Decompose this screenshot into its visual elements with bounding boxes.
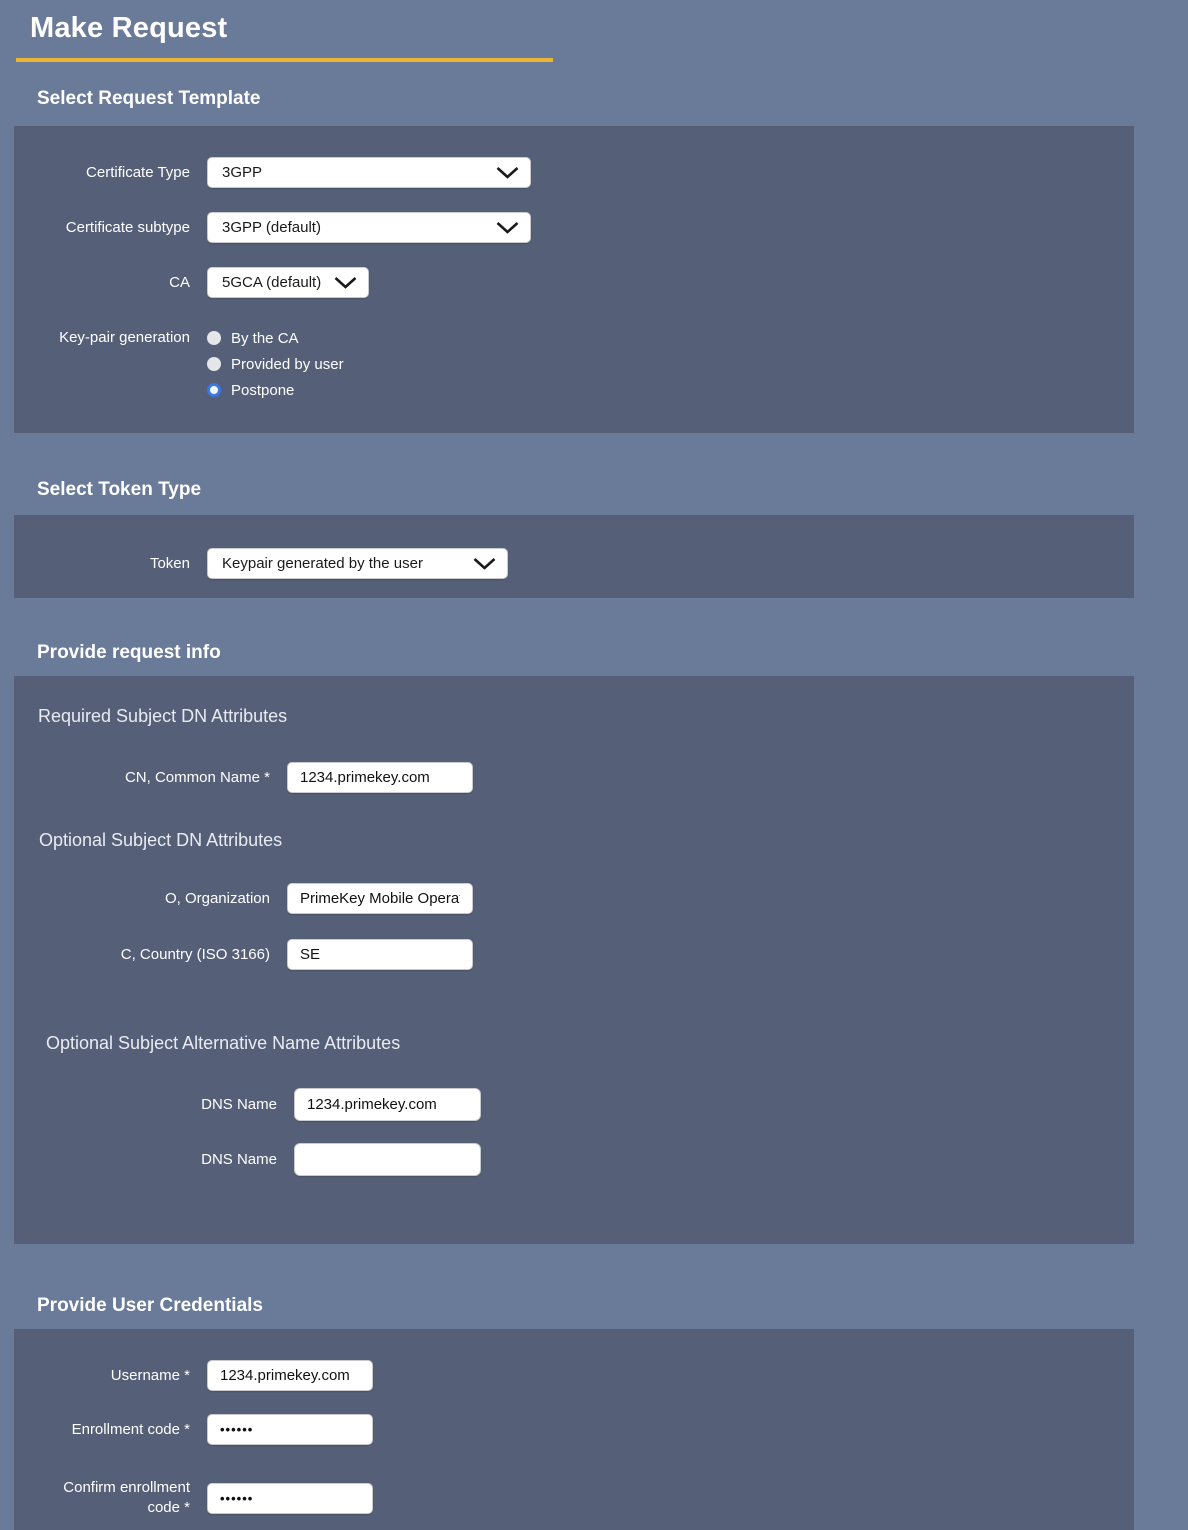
username-input[interactable] xyxy=(207,1360,373,1391)
confirm-enrollment-code-row xyxy=(14,1478,1134,1518)
section-heading-provide-user-credentials: Provide User Credentials xyxy=(37,1295,263,1316)
keypair-generation-label: Key-pair generation xyxy=(59,329,190,346)
token-value: Keypair generated by the user xyxy=(222,555,423,572)
keypair-generation-radio-group xyxy=(207,325,344,403)
certificate-type-select[interactable] xyxy=(207,157,531,188)
token-row xyxy=(14,548,1134,579)
confirm-enrollment-code-input[interactable] xyxy=(207,1483,373,1514)
radio-option-provided-by-user[interactable]: Provided by user xyxy=(207,351,344,377)
radio-icon xyxy=(207,383,221,397)
subheading-required-subject-dn: Required Subject DN Attributes xyxy=(38,706,288,726)
panel-request-template xyxy=(14,126,1134,433)
ca-value: 5GCA (default) xyxy=(222,274,322,291)
panel-request-info xyxy=(14,676,1134,1244)
common-name-label: CN, Common Name * xyxy=(124,768,270,786)
token-label: Token xyxy=(149,554,190,572)
panel-user-credentials xyxy=(14,1329,1134,1530)
certificate-type-label: Certificate Type xyxy=(86,163,190,181)
certificate-type-row xyxy=(14,157,1134,188)
section-heading-select-token-type: Select Token Type xyxy=(37,479,202,500)
username-label: Username * xyxy=(110,1366,190,1384)
dns-name-row xyxy=(14,1088,1134,1121)
chevron-down-icon xyxy=(496,167,519,179)
dns-name-row xyxy=(14,1143,1134,1176)
page-title: Make Request xyxy=(30,12,228,44)
chevron-down-icon xyxy=(496,222,519,234)
organization-label: O, Organization xyxy=(164,889,270,907)
token-select[interactable] xyxy=(207,548,508,579)
subheading-optional-subject-dn: Optional Subject DN Attributes xyxy=(39,830,283,850)
radio-option-by-the-ca[interactable]: By the CA xyxy=(207,325,344,351)
certificate-subtype-row xyxy=(14,212,1134,243)
radio-option-postpone[interactable]: Postpone xyxy=(207,377,344,403)
certificate-type-value: 3GPP xyxy=(222,164,263,181)
dns-name-label: DNS Name xyxy=(201,1095,277,1113)
dns-name-input-2[interactable] xyxy=(294,1143,481,1176)
common-name-input[interactable] xyxy=(287,762,473,793)
radio-icon xyxy=(207,357,221,371)
country-row xyxy=(14,939,1134,970)
country-input[interactable] xyxy=(287,939,473,970)
username-row xyxy=(14,1360,1134,1391)
subheading-optional-san: Optional Subject Alternative Name Attributes xyxy=(46,1033,401,1053)
radio-icon xyxy=(207,331,221,345)
chevron-down-icon xyxy=(334,277,357,289)
organization-row xyxy=(14,883,1134,914)
dns-name-input-1[interactable] xyxy=(294,1088,481,1121)
organization-input[interactable] xyxy=(287,883,473,914)
title-underline xyxy=(16,58,553,62)
certificate-subtype-select[interactable] xyxy=(207,212,531,243)
certificate-subtype-label: Certificate subtype xyxy=(65,218,190,236)
common-name-row xyxy=(14,762,1134,793)
enrollment-code-label: Enrollment code * xyxy=(71,1420,190,1438)
ca-label: CA xyxy=(169,273,190,291)
section-heading-provide-request-info: Provide request info xyxy=(37,642,221,663)
enrollment-code-input[interactable] xyxy=(207,1414,373,1445)
ca-select[interactable] xyxy=(207,267,369,298)
chevron-down-icon xyxy=(473,558,496,570)
country-label: C, Country (ISO 3166) xyxy=(120,945,270,963)
panel-token-type xyxy=(14,515,1134,598)
enrollment-code-row xyxy=(14,1414,1134,1445)
keypair-generation-row xyxy=(14,325,1134,403)
ca-row xyxy=(14,267,1134,298)
dns-name-label: DNS Name xyxy=(201,1150,277,1168)
section-heading-select-request-template: Select Request Template xyxy=(37,88,261,109)
confirm-enrollment-code-label: Confirm enrollment code * xyxy=(63,1479,190,1516)
certificate-subtype-value: 3GPP (default) xyxy=(222,219,321,236)
